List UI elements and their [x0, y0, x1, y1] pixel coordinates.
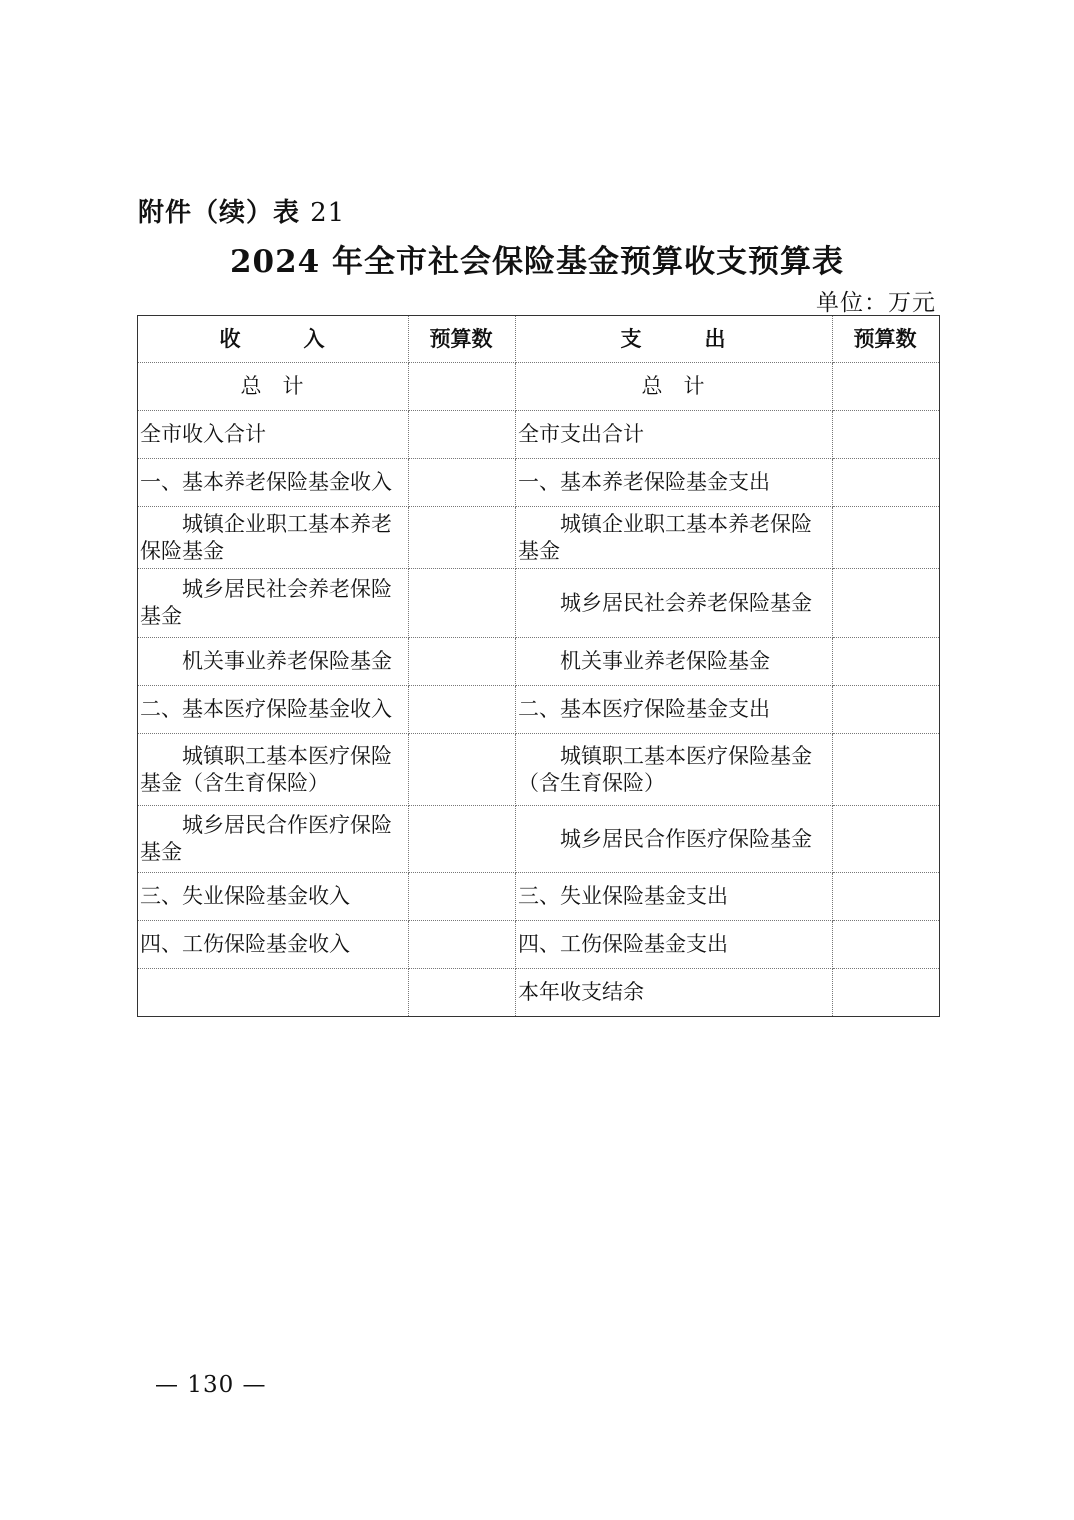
table-row [138, 873, 940, 921]
income-budget-cell [409, 411, 516, 459]
expense-cell: 二、基本医疗保险基金支出 [516, 686, 833, 734]
header-income-budget: 预算数 [409, 316, 516, 363]
income-cell: 城乡居民社会养老保险基金 [138, 569, 409, 638]
income-budget-cell [409, 507, 516, 569]
expense-cell: 本年收支结余 [516, 969, 833, 1017]
income-budget-cell [409, 686, 516, 734]
expense-budget-cell [833, 459, 940, 507]
income-cell: 机关事业养老保险基金 [138, 638, 409, 686]
expense-cell: 机关事业养老保险基金 [516, 638, 833, 686]
income-cell: 城镇职工基本医疗保险基金（含生育保险） [138, 734, 409, 806]
expense-cell: 城乡居民合作医疗保险基金 [516, 806, 833, 873]
expense-budget-cell [833, 411, 940, 459]
table-row [138, 734, 940, 806]
expense-cell: 三、失业保险基金支出 [516, 873, 833, 921]
page-title: 2024 年全市社会保险基金预算收支预算表 [229, 244, 845, 280]
header-expense: 支 出 [516, 316, 833, 363]
table-row [138, 363, 940, 411]
income-budget-cell [409, 969, 516, 1017]
income-cell: 全市收入合计 [138, 411, 409, 459]
table-row [138, 459, 940, 507]
expense-budget-cell [833, 507, 940, 569]
expense-cell: 一、基本养老保险基金支出 [516, 459, 833, 507]
expense-budget-cell [833, 363, 940, 411]
expense-budget-cell [833, 969, 940, 1017]
expense-cell: 四、工伤保险基金支出 [516, 921, 833, 969]
income-budget-cell [409, 363, 516, 411]
income-budget-cell [409, 921, 516, 969]
header-expense-budget: 预算数 [833, 316, 940, 363]
income-cell [138, 969, 409, 1017]
expense-cell: 城镇职工基本医疗保险基金（含生育保险） [516, 734, 833, 806]
table-row [138, 569, 940, 638]
income-cell: 一、基本养老保险基金收入 [138, 459, 409, 507]
table-row [138, 969, 940, 1017]
expense-budget-cell [833, 686, 940, 734]
expense-budget-cell [833, 921, 940, 969]
table-row [138, 638, 940, 686]
attachment-label: 附件（续）表 21 [138, 198, 346, 228]
income-cell: 三、失业保险基金收入 [138, 873, 409, 921]
expense-budget-cell [833, 734, 940, 806]
budget-table [137, 315, 940, 1017]
expense-cell: 城镇企业职工基本养老保险基金 [516, 507, 833, 569]
income-budget-cell [409, 873, 516, 921]
income-cell: 城乡居民合作医疗保险基金 [138, 806, 409, 873]
page-number: — 130 — [155, 1372, 267, 1398]
expense-cell: 总 计 [516, 363, 833, 411]
income-cell: 城镇企业职工基本养老保险基金 [138, 507, 409, 569]
income-budget-cell [409, 459, 516, 507]
income-budget-cell [409, 734, 516, 806]
table-row [138, 507, 940, 569]
expense-cell: 城乡居民社会养老保险基金 [516, 569, 833, 638]
income-cell: 总 计 [138, 363, 409, 411]
attachment-number: 21 [310, 198, 346, 228]
income-budget-cell [409, 806, 516, 873]
income-budget-cell [409, 569, 516, 638]
expense-budget-cell [833, 638, 940, 686]
table-row [138, 921, 940, 969]
income-cell: 四、工伤保险基金收入 [138, 921, 409, 969]
header-income: 收 入 [138, 316, 409, 363]
table-row [138, 806, 940, 873]
unit-label: 单位：万元 [816, 290, 936, 316]
expense-budget-cell [833, 806, 940, 873]
income-cell: 二、基本医疗保险基金收入 [138, 686, 409, 734]
expense-cell: 全市支出合计 [516, 411, 833, 459]
income-budget-cell [409, 638, 516, 686]
table-row [138, 411, 940, 459]
expense-budget-cell [833, 873, 940, 921]
expense-budget-cell [833, 569, 940, 638]
table-row [138, 686, 940, 734]
table-header-row [138, 316, 940, 363]
